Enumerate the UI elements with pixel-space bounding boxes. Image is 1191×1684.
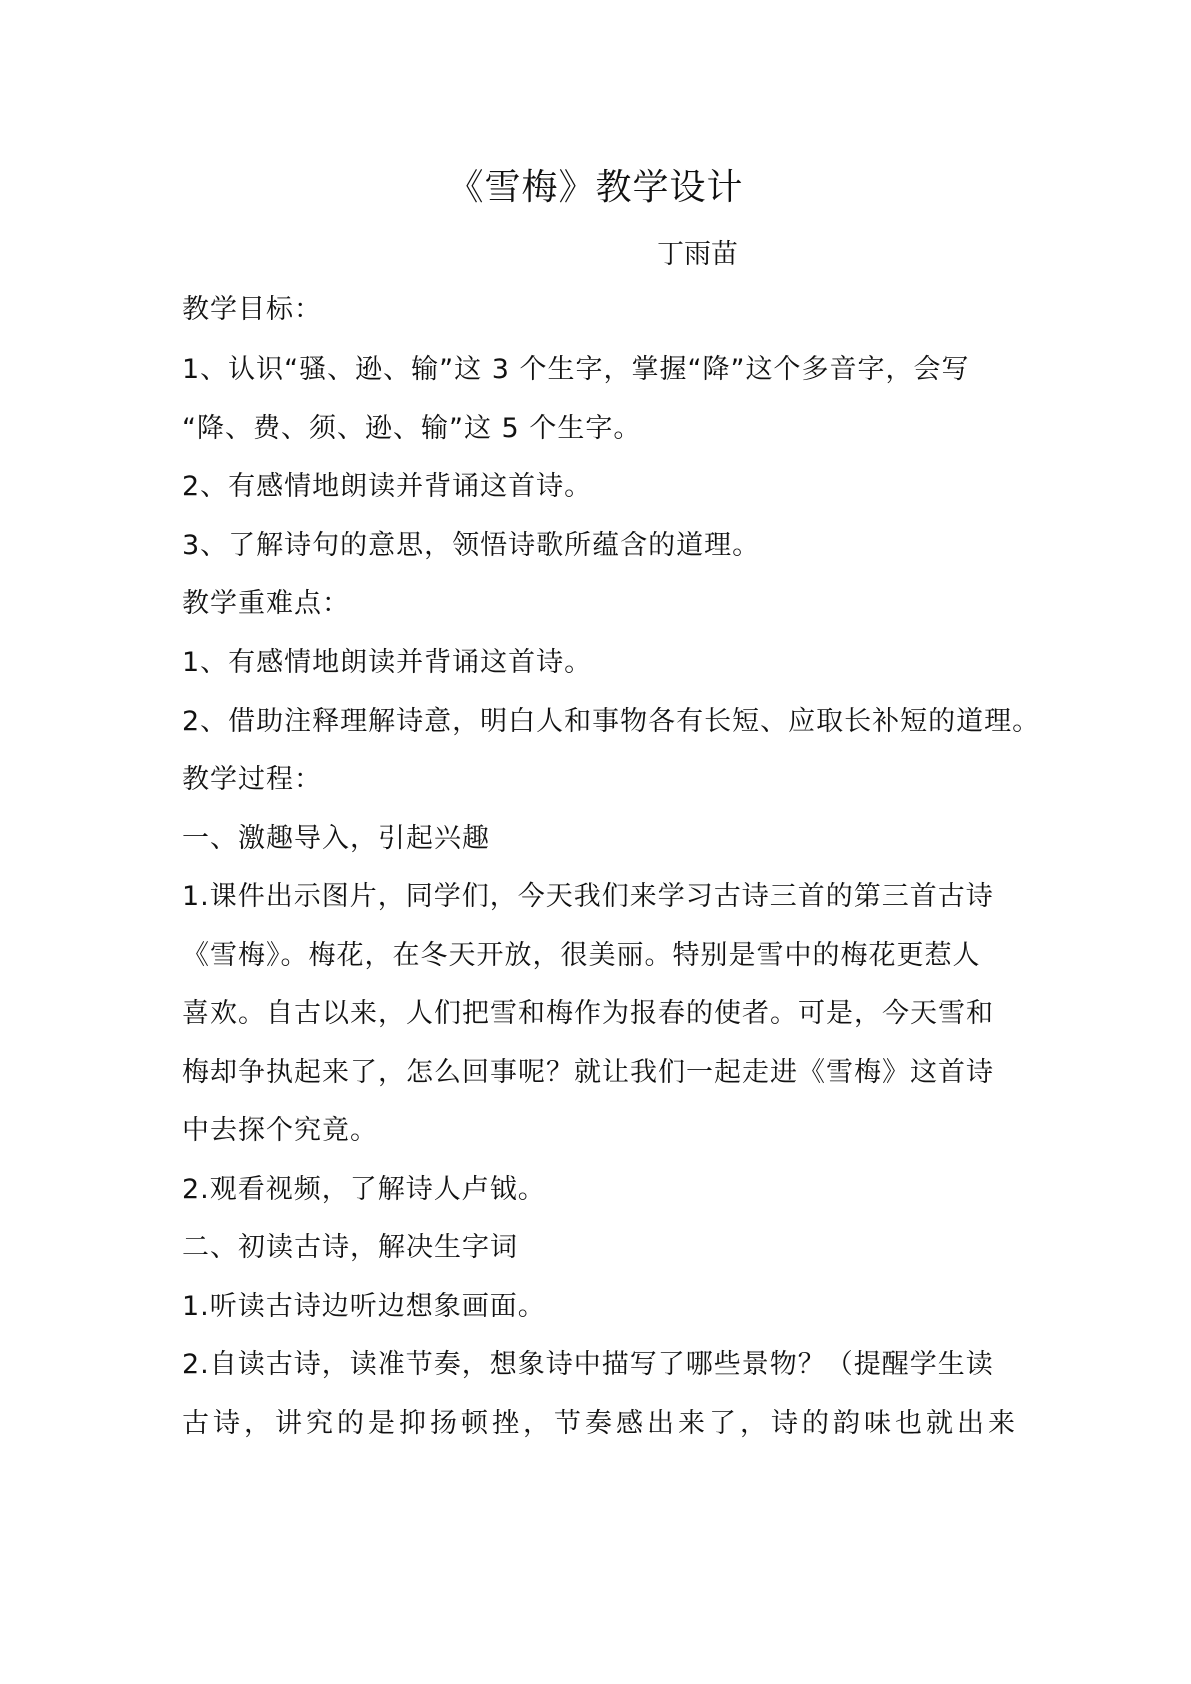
section-1-heading: 一、激趣导入，引起兴趣: [182, 823, 490, 854]
section-1-para-line-2: 《雪梅》。梅花，在冬天开放，很美丽。特别是雪中的梅花更惹人: [182, 940, 981, 971]
section-1-para-line-1: 1.课件出示图片，同学们，今天我们来学习古诗三首的第三首古诗: [182, 881, 994, 912]
section-2-item-2-line-2: 古诗，讲究的是抑扬顿挫，节奏感出来了，诗的韵味也就出来: [182, 1408, 1019, 1439]
difficulty-2: 2、借助注释理解诗意，明白人和事物各有长短、应取长补短的道理。: [182, 706, 1041, 737]
section-1-para-line-3: 喜欢。自古以来，人们把雪和梅作为报春的使者。可是，今天雪和: [182, 998, 994, 1029]
section-2-item-2-line-1: 2.自读古诗，读准节奏，想象诗中描写了哪些景物？（提醒学生读: [182, 1349, 994, 1380]
document-title: 《雪梅》教学设计: [447, 167, 744, 208]
goal-3: 3、了解诗句的意思，领悟诗歌所蕴含的道理。: [182, 530, 761, 561]
section-2-item-1: 1.听读古诗边听边想象画面。: [182, 1291, 546, 1322]
section-2-heading: 二、初读古诗，解决生字词: [182, 1232, 518, 1263]
heading-key-difficulties: 教学重难点：: [182, 588, 350, 619]
section-1-para-line-4: 梅却争执起来了，怎么回事呢？就让我们一起走进《雪梅》这首诗: [182, 1057, 994, 1088]
heading-teaching-goals: 教学目标：: [182, 294, 322, 325]
section-1-para-line-5: 中去探个究竟。: [182, 1115, 378, 1146]
goal-1-line-2: “降、费、须、逊、输”这 5 个生字。: [182, 413, 642, 444]
heading-teaching-process: 教学过程：: [182, 764, 322, 795]
document-author: 丁雨苗: [657, 239, 738, 270]
goal-1-line-1: 1、认识“骚、逊、输”这 3 个生字，掌握“降”这个多音字，会写: [182, 354, 970, 385]
section-1-item-2: 2.观看视频，了解诗人卢钺。: [182, 1174, 546, 1205]
difficulty-1: 1、有感情地朗读并背诵这首诗。: [182, 647, 593, 678]
goal-2: 2、有感情地朗读并背诵这首诗。: [182, 471, 593, 502]
